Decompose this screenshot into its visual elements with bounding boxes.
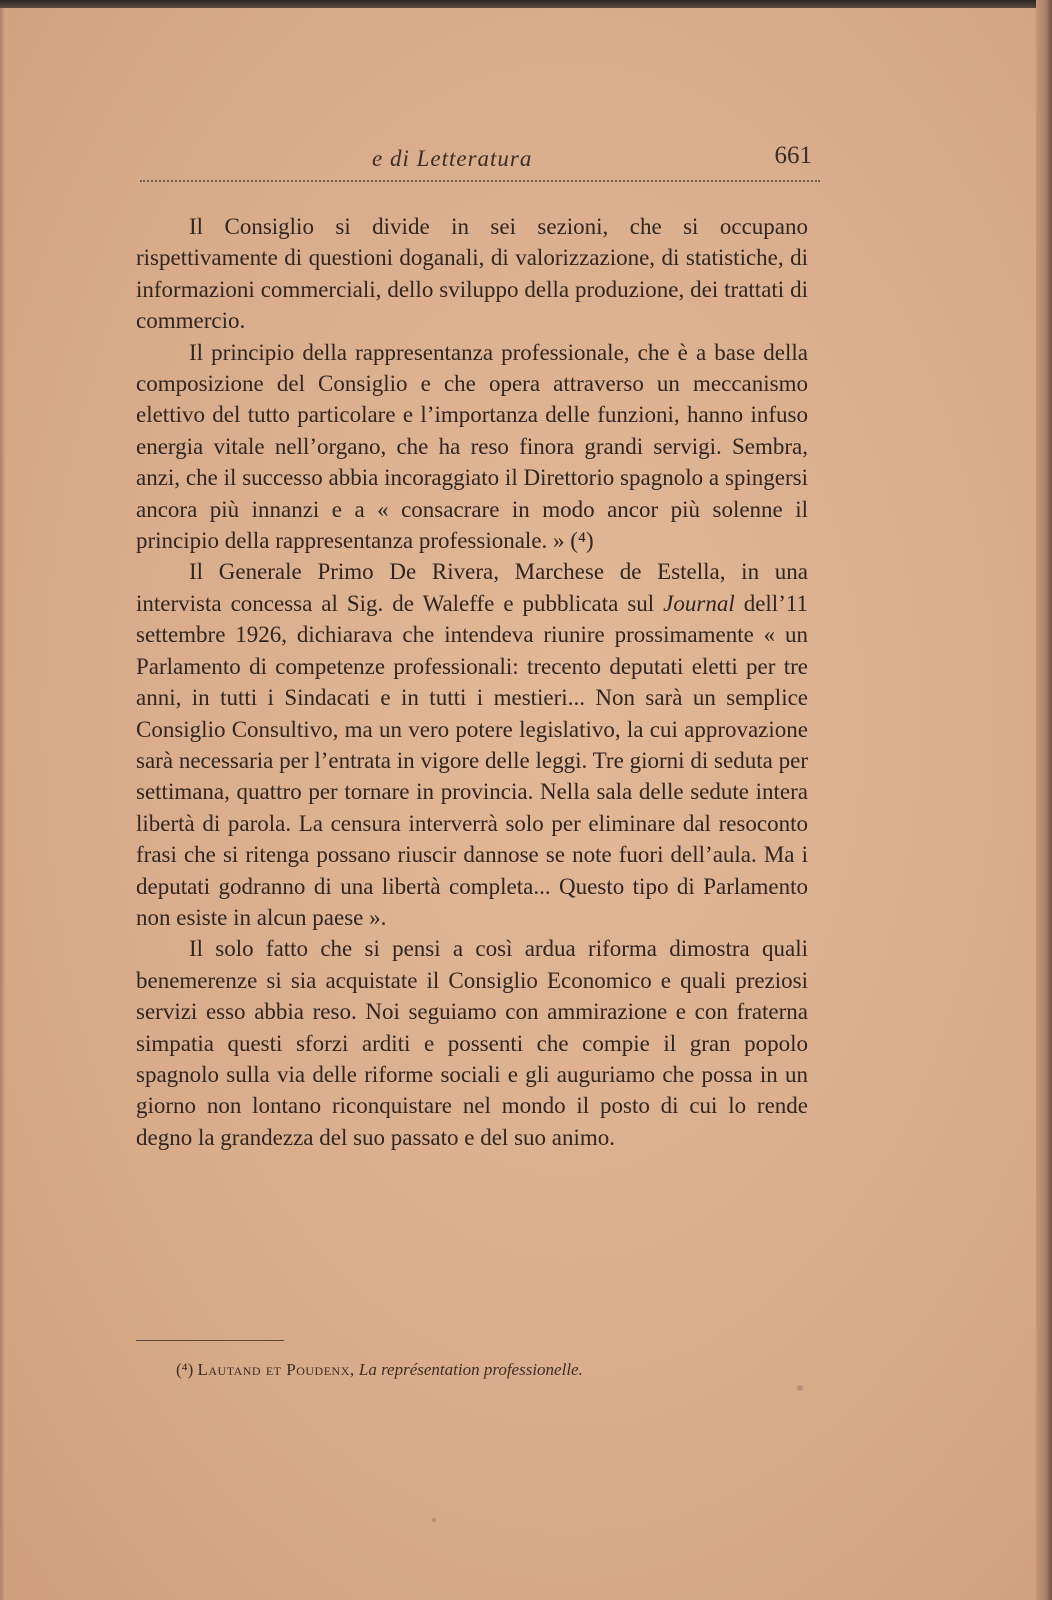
footnote-reference: (⁴) xyxy=(570,528,594,554)
paper-spot xyxy=(432,1518,436,1522)
paper-spot xyxy=(797,1385,803,1391)
running-title: e di Letteratura xyxy=(372,146,533,171)
paragraph-3-text-start: Il Generale Primo De Rivera, Marchese de Estella, in una intervista concessa al Sig. de Waleffe e pubblicata sul xyxy=(136,559,808,616)
page-right-edge xyxy=(1036,0,1052,1600)
footnote-marker: (⁴) xyxy=(176,1360,194,1379)
body-text xyxy=(136,211,808,1153)
footnote xyxy=(176,1360,816,1380)
paragraph-3-text-end: dell’11 settembre 1926, dichiarava che intendeva riunire prossimamente « un Parlamento di competenze professionali: trecento deputati eletti per tre anni, in tutti i Sindacati e in tutti i mestieri... Non sarà un semplice Consiglio Consultivo, ma un vero potere legislativo, la cui approvazione sarà necessaria per l’entrata in vigore delle leggi. Tre giorni di seduta per settimana, quattro per tornare in provincia. Nella sala delle sedute intera libertà di parola. La censura interverrà solo per eliminare dal resoconto frasi che si ritenga possano riuscir dannose se note fuori dell’aula. Ma i deputati godranno di una libertà completa... Questo tipo di Parlamento non esiste in alcun paese ». xyxy=(136,590,808,930)
page-top-edge xyxy=(0,0,1052,8)
footnote-title: La représentation professionelle. xyxy=(358,1360,583,1379)
footnote-authors: Lautand et Poudenx, xyxy=(197,1360,355,1379)
running-header xyxy=(140,142,820,182)
page-number: 661 xyxy=(774,142,812,169)
header-dotted-rule xyxy=(140,180,820,182)
footnote-separator xyxy=(136,1340,284,1341)
paragraph-3 xyxy=(136,556,808,933)
journal-title: Journal xyxy=(663,590,735,616)
page-left-edge xyxy=(0,0,6,1600)
paragraph-2-text: Il principio della rappresentanza professionale, che è a base della composizione del Consiglio e che opera attraverso un meccanismo elettivo del tutto particolare e l’importanza delle funzioni, hanno infuso energia vitale nell’organo, che ha reso finora grandi servigi. Sembra, anzi, che il successo abbia incoraggiato il Direttorio spagnolo a spingersi ancora più innanzi e a « consacrare in modo ancor più solenne il principio della rappresentanza professionale. » xyxy=(136,339,808,554)
paragraph-2 xyxy=(136,337,808,557)
paragraph-4: Il solo fatto che si pensi a così ardua riforma dimostra quali benemerenze si sia acquistate il Consiglio Economico e quali preziosi servizi esso abbia reso. Noi seguiamo con ammirazione e con fraterna simpatia questi sforzi arditi e possenti che compie il gran popolo spagnolo sulla via delle riforme sociali e gli auguriamo che possa in un giorno non lontano riconquistare nel mondo il posto di cui lo rende degno la grandezza del suo passato e del suo animo. xyxy=(136,936,808,1150)
paragraph-1: Il Consiglio si divide in sei sezioni, che si occupano rispettivamente di questioni doganali, di valorizzazione, di statistiche, di informazioni commerciali, dello sviluppo della produzione, dei trattati di commercio. xyxy=(136,214,808,334)
